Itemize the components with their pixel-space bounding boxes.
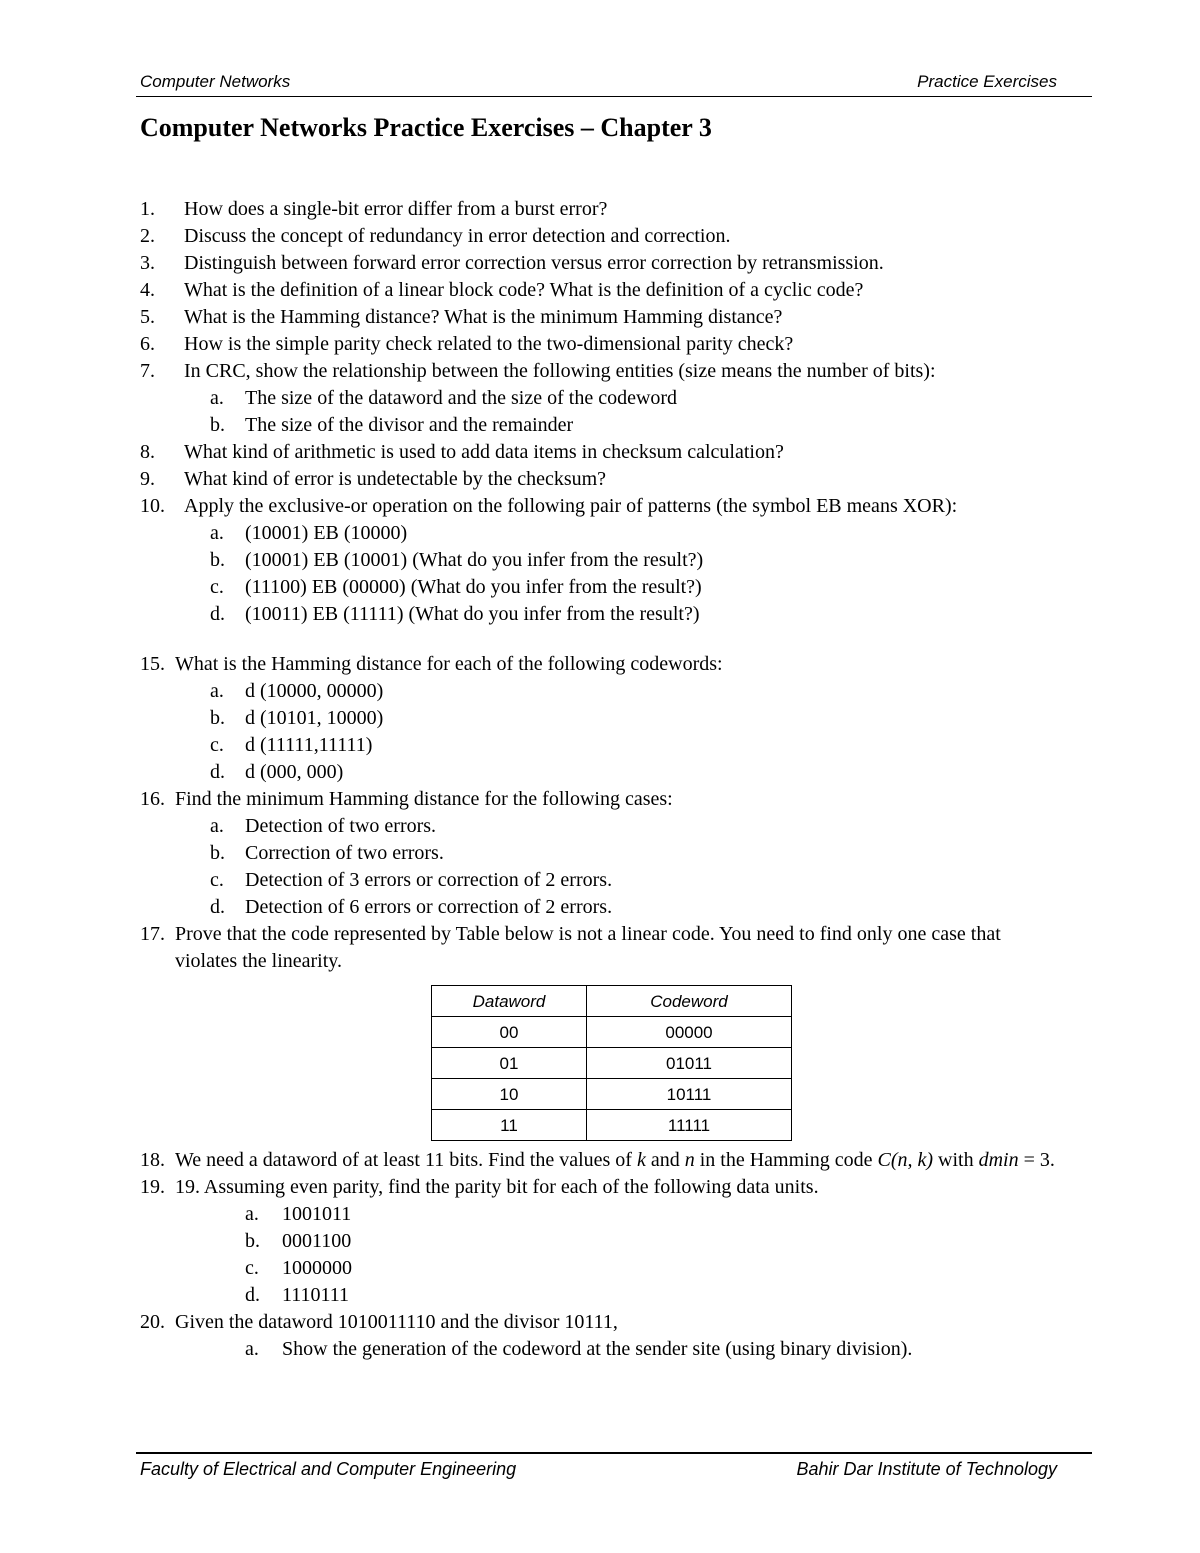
header-right: Practice Exercises — [917, 72, 1057, 91]
math-variable: C(n, k) — [877, 1149, 934, 1171]
question-text: Apply the exclusive-or operation on the following pair of patterns (the symbol EB means XOR): — [184, 495, 958, 517]
sub-text: Show the generation of the codeword at the sender site (using binary division). — [282, 1338, 913, 1360]
question-text: What kind of arithmetic is used to add data items in checksum calculation? — [184, 441, 784, 463]
question-text: with — [933, 1149, 979, 1171]
sub-text: (10011) EB (11111) (What do you infer from the result?) — [245, 603, 700, 625]
question-list — [0, 196, 1200, 1363]
question-number: 18. — [140, 1149, 165, 1171]
question-number: 2. — [140, 225, 155, 247]
question-16 — [0, 786, 1055, 813]
table-row — [432, 1079, 792, 1110]
sub-text: d (10000, 00000) — [245, 680, 384, 702]
question-number: 8. — [140, 441, 155, 463]
sub-item — [0, 705, 1200, 732]
table-cell: 10 — [432, 1079, 587, 1110]
question-number: 1. — [140, 198, 155, 220]
sub-letter: d. — [210, 896, 225, 918]
sub-text: 1001011 — [282, 1203, 352, 1225]
question-9 — [0, 466, 1064, 493]
spacer — [0, 628, 1200, 651]
sub-item — [0, 840, 1200, 867]
question-3 — [0, 250, 1064, 277]
math-variable: n — [684, 1149, 695, 1171]
question-text: How does a single-bit error differ from a burst error? — [184, 198, 608, 220]
question-text: What is the Hamming distance for each of the following codewords: — [175, 653, 723, 675]
sub-text: (11100) EB (00000) (What do you infer from the result?) — [245, 576, 702, 598]
question-number: 3. — [140, 252, 155, 274]
sub-item — [0, 813, 1200, 840]
question-10 — [0, 493, 1064, 520]
codeword-table-wrapper — [0, 985, 1200, 1141]
question-text: What is the Hamming distance? What is the minimum Hamming distance? — [184, 306, 783, 328]
sub-item — [0, 1255, 1200, 1282]
sub-item — [0, 1336, 1200, 1363]
table-cell: 01 — [432, 1048, 587, 1079]
sub-letter: b. — [210, 707, 225, 729]
sub-letter: d. — [210, 603, 225, 625]
sub-letter: b. — [245, 1230, 260, 1252]
question-number: 17. — [140, 923, 165, 945]
table-cell: 01011 — [587, 1048, 792, 1079]
sub-item — [0, 574, 1200, 601]
sub-letter: d. — [245, 1284, 260, 1306]
table-cell: 10111 — [587, 1079, 792, 1110]
question-number: 7. — [140, 360, 155, 382]
question-number: 4. — [140, 279, 155, 301]
sub-letter: a. — [210, 680, 224, 702]
question-number: 15. — [140, 653, 165, 675]
question-text: = 3. — [1018, 1149, 1055, 1171]
sub-text: d (000, 000) — [245, 761, 344, 783]
question-1 — [0, 196, 1064, 223]
sub-item — [0, 732, 1200, 759]
column-header: Codeword — [587, 986, 792, 1017]
sub-text: Detection of 3 errors or correction of 2 errors. — [245, 869, 613, 891]
sub-item — [0, 412, 1200, 439]
question-8 — [0, 439, 1064, 466]
sub-letter: a. — [245, 1203, 259, 1225]
question-number: 10. — [140, 495, 165, 517]
sub-item — [0, 894, 1200, 921]
column-header: Dataword — [432, 986, 587, 1017]
sub-item — [0, 1282, 1200, 1309]
question-15 — [0, 651, 1055, 678]
table-cell: 00 — [432, 1017, 587, 1048]
question-number: 5. — [140, 306, 155, 328]
question-number: 19. — [140, 1176, 165, 1198]
sub-item — [0, 1201, 1200, 1228]
sub-item — [0, 867, 1200, 894]
sub-text: Detection of 6 errors or correction of 2 errors. — [245, 896, 613, 918]
sub-text: The size of the dataword and the size of the codeword — [245, 387, 678, 409]
sub-text: The size of the divisor and the remainder — [245, 414, 574, 436]
header-left: Computer Networks — [140, 72, 291, 91]
table-cell: 11 — [432, 1110, 587, 1141]
table-cell: 11111 — [587, 1110, 792, 1141]
footer-rule — [136, 1452, 1092, 1454]
table-row — [432, 1017, 792, 1048]
sub-letter: a. — [210, 815, 224, 837]
sub-text: d (11111,11111) — [245, 734, 373, 756]
question-text: In CRC, show the relationship between the following entities (size means the number of bits): — [184, 360, 936, 382]
sub-item — [0, 759, 1200, 786]
question-text: What is the definition of a linear block code? What is the definition of a cyclic code? — [184, 279, 864, 301]
sub-text: Detection of two errors. — [245, 815, 437, 837]
question-6 — [0, 331, 1064, 358]
sub-text: 1000000 — [282, 1257, 352, 1279]
question-text: What kind of error is undetectable by the checksum? — [184, 468, 607, 490]
table-row — [432, 1048, 792, 1079]
question-20 — [0, 1309, 1055, 1336]
question-number: 6. — [140, 333, 155, 355]
sub-letter: a. — [210, 387, 224, 409]
question-2 — [0, 223, 1064, 250]
sub-text: (10001) EB (10000) — [245, 522, 408, 544]
question-number: 16. — [140, 788, 165, 810]
question-7 — [0, 358, 1064, 385]
question-text: We need a dataword of at least 11 bits. Find the values of — [175, 1149, 637, 1171]
sub-item — [0, 678, 1200, 705]
question-number: 9. — [140, 468, 155, 490]
table-header-row — [432, 986, 792, 1017]
page-title: Computer Networks Practice Exercises – Chapter 3 — [140, 113, 712, 142]
sub-item — [0, 547, 1200, 574]
sub-letter: c. — [245, 1257, 259, 1279]
sub-letter: d. — [210, 761, 225, 783]
sub-text: d (10101, 10000) — [245, 707, 384, 729]
sub-item — [0, 1228, 1200, 1255]
sub-letter: a. — [210, 522, 224, 544]
question-19 — [0, 1174, 1055, 1201]
math-variable: dmin — [978, 1149, 1019, 1171]
sub-letter: c. — [210, 869, 224, 891]
question-text: Given the dataword 1010011110 and the divisor 10111, — [175, 1311, 618, 1333]
sub-text: 0001100 — [282, 1230, 352, 1252]
sub-letter: c. — [210, 576, 224, 598]
question-4 — [0, 277, 1064, 304]
sub-text: Correction of two errors. — [245, 842, 444, 864]
header-rule — [136, 96, 1092, 97]
question-text: in the Hamming code — [694, 1149, 878, 1171]
footer-right: Bahir Dar Institute of Technology — [796, 1459, 1057, 1479]
question-17 — [0, 921, 1055, 975]
sub-letter: b. — [210, 414, 225, 436]
question-18 — [0, 1147, 1055, 1174]
footer-left: Faculty of Electrical and Computer Engineering — [140, 1459, 517, 1479]
sub-text: 1110111 — [282, 1284, 350, 1306]
question-text: 19. Assuming even parity, find the parity bit for each of the following data units. — [175, 1176, 819, 1198]
sub-letter: c. — [210, 734, 224, 756]
question-text: How is the simple parity check related to the two-dimensional parity check? — [184, 333, 794, 355]
question-number: 20. — [140, 1311, 165, 1333]
question-text: and — [645, 1149, 685, 1171]
question-text: Discuss the concept of redundancy in error detection and correction. — [184, 225, 731, 247]
sub-item — [0, 385, 1200, 412]
question-text: Distinguish between forward error correction versus error correction by retransmission. — [184, 252, 884, 274]
sub-letter: b. — [210, 842, 225, 864]
question-5 — [0, 304, 1064, 331]
table-cell: 00000 — [587, 1017, 792, 1048]
math-variable: k — [636, 1149, 646, 1171]
sub-letter: b. — [210, 549, 225, 571]
sub-letter: a. — [245, 1338, 259, 1360]
table-row — [432, 1110, 792, 1141]
sub-text: (10001) EB (10001) (What do you infer from the result?) — [245, 549, 704, 571]
question-text: Prove that the code represented by Table below is not a linear code. You need to find only one case that violates the linearity. — [175, 923, 1001, 972]
codeword-table — [431, 985, 792, 1141]
sub-item — [0, 601, 1200, 628]
sub-item — [0, 520, 1200, 547]
question-text: Find the minimum Hamming distance for the following cases: — [175, 788, 673, 810]
